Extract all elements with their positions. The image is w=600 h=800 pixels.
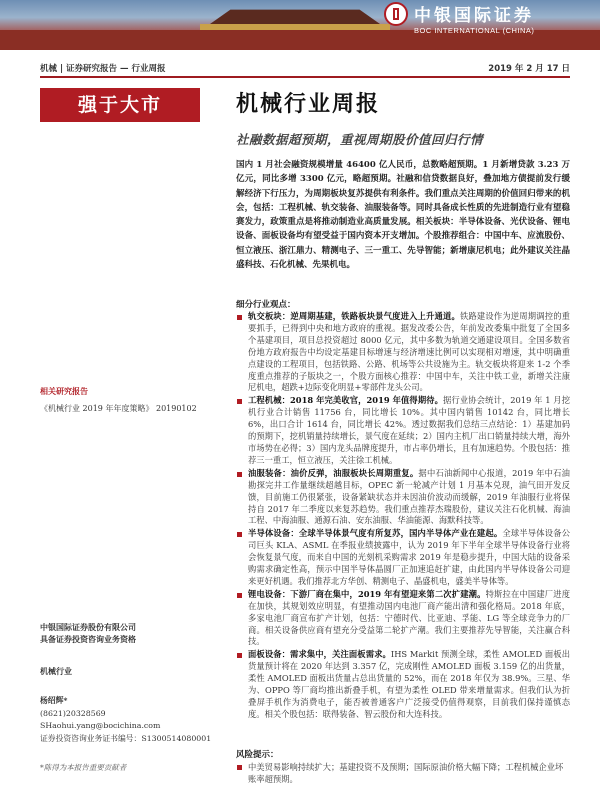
rating-badge: 强于大市 bbox=[40, 88, 200, 122]
list-item bbox=[236, 468, 570, 528]
bullet-heading: 面板设备：需求集中，关注面板需求。 bbox=[248, 649, 391, 660]
analyst-phone: (8621)20328569 bbox=[40, 708, 106, 718]
header-banner bbox=[0, 0, 600, 50]
report-subtitle: 社融数据超预期，重视周期股价值回归行情 bbox=[236, 132, 484, 147]
company-license: 具备证券投资咨询业务资格 bbox=[40, 634, 136, 644]
bullet-heading: 工程机械：2018 年完美收官，2019 年值得期待。 bbox=[248, 395, 444, 406]
bullet-square-icon bbox=[237, 653, 242, 658]
analyst-email[interactable]: SHaohui.yang@bocichina.com bbox=[40, 721, 161, 730]
analyst-cert: 证券投资咨询业务证书编号：S1300514080001 bbox=[40, 733, 212, 743]
bullet-square-icon bbox=[237, 399, 242, 404]
risk-item bbox=[236, 761, 570, 785]
brand-name-en: BOC INTERNATIONAL (CHINA) bbox=[414, 26, 535, 35]
analyst-contact bbox=[40, 695, 220, 745]
bullet-list bbox=[236, 311, 570, 722]
bullet-square-icon bbox=[237, 765, 242, 770]
bullet-body: 铁路建设作为逆周期调控的重要抓手，已得到中央和地方政府的重视。据发改委公告，年前发改委集中批复了全国多个基建项目，项目总投资超过 8000 亿元，其中多数为轨道交通建设项目。全国多数省份地方政府报告中均设定基建目标增速与经济增速比例可以实现相对增速，其中明确重点建设的工程项目，包括铁路、公路、机场等公共设施为主。轨交板块将迎来 1-2 个季度重点推荐的子版块之一，个股方面核心推荐：中国中车，关注中铁工业，新增关注康尼机电，超跌+边际变化明显+零部件龙头公司。 bbox=[248, 311, 570, 393]
bullet-heading: 锂电设备：下游厂商在集中，2019 年有望迎来第二次扩建潮。 bbox=[248, 588, 486, 599]
list-item bbox=[236, 649, 570, 720]
bullet-square-icon bbox=[237, 593, 242, 598]
related-reports-label: 相关研究报告 bbox=[40, 387, 88, 396]
brand-name-cn: 中银国际证券 bbox=[414, 6, 534, 26]
bullet-square-icon bbox=[237, 315, 242, 320]
contributor-note: *陈得为本报告重要贡献者 bbox=[40, 763, 127, 772]
bullet-body: IHS Markit 预测全球，柔性 AMOLED 面板出货量预计将在 2020 年达到 3.357 亿，完成刚性 AMOLED 面板 3.159 亿的出货量，柔性 AMOLED 面板出货量占总出货量的 52%，而在 2018 年仅为 38.9%。三星、华为、OPPO 等厂商均推出新叠手机，有望为柔性 OLED 带来增量需求。但我们认为折叠屏手机作为消费电子，能否被普通客户广泛接受仍值得观察，目前我们保持谨慎态度。相关个股包括：联得装备、智云股份和大连科技。 bbox=[248, 649, 570, 719]
list-item bbox=[236, 589, 570, 649]
bullet-heading: 半导体设备：全球半导体景气度有所复苏，国内半导体产业在建起。 bbox=[248, 528, 503, 539]
palace-roof-graphic bbox=[210, 6, 380, 24]
bullet-body: 据行业协会统计，2019 年 1 月挖机行业合计销售 11756 台，同比增长 10%。其中国内销售 10142 台，同比增长 6%，出口合计 1614 台，同比增长 42%。透过数据我们总结三点结论：1）基建加码的预期下，挖机销量持续增长，景气度在延续；2）国内主机厂出口销量持续大增，海外市场势在必得；3）国内龙头品牌度提升，市占率仍增长，且有加速趋势。个股包括：推荐三一重工，恒立液压，关注徐工机械。 bbox=[248, 395, 571, 465]
section-title: 细分行业观点： bbox=[236, 300, 296, 310]
bullet-heading: 轨交板块：逆周期基建，铁路板块景气度进入上升通道。 bbox=[248, 311, 460, 321]
bullet-square-icon bbox=[237, 532, 242, 537]
bullet-heading: 油服装备：油价反弹，油服板块长周期重复。 bbox=[248, 467, 419, 478]
list-item bbox=[236, 395, 570, 466]
company-info bbox=[40, 621, 220, 645]
bullet-body: 据中石油新闻中心报道，2019 年中石油勘探完井工作量继续超越目标，OPEC 新一轮减产计划 1 月基本兑现，油气田开发反馈，目前施工仍很紧张，设备紧缺状态并未因油价波动而缓解，2019 年油服行业将保持自 2017 年二季度以来复苏趋势。我们重点推荐杰瑞股份，建议关注石化机械、海油工程、中海油服、通源石油、安东油服、华油能源、海默科技等。 bbox=[248, 467, 570, 526]
list-item bbox=[236, 528, 570, 588]
company-name: 中银国际证券股份有限公司 bbox=[40, 622, 136, 632]
boc-logo-icon bbox=[384, 2, 408, 26]
bullet-body: 全球半导体设备公司巨头 KLA、ASML 在季报业绩披露中，认为 2019 年下半年全球半导体设备行业将会恢复景气度，而来自中国的光刻机采购需求 2019 年是稳步提升，中国大陆的设备采购需求确定性高，预示中国半导体晶圆厂正加速追赶扩建，由此国内半导体设备公司迎来更好机遇。我们推荐北方华创、精测电子、晶盛机电，盛美半导体等。 bbox=[248, 528, 570, 586]
report-topline bbox=[40, 62, 570, 74]
bullet-square-icon bbox=[237, 472, 242, 477]
report-category: 机械 | 证券研究报告 — 行业周报 bbox=[40, 64, 166, 74]
analyst-name: 杨绍辉* bbox=[40, 696, 68, 705]
risk-title: 风险提示： bbox=[236, 750, 279, 760]
team-name: 机械行业 bbox=[40, 666, 72, 676]
header-divider bbox=[40, 76, 570, 78]
related-report-link[interactable]: 《机械行业 2019 年年度策略》 20190102 bbox=[40, 404, 197, 413]
risk-text: 中美贸易影响持续扩大；基建投资不及预期；国际原油价格大幅下降；工程机械企业坏账率超预期。 bbox=[248, 762, 564, 784]
report-date: 2019 年 2 月 17 日 bbox=[488, 64, 570, 74]
summary-paragraph: 国内 1 月社会融资规模增量 46400 亿人民币，总数略超预期。1 月新增贷款 3.23 万亿元，同比多增 3300 亿元，略超预期。社融和信贷数据良好，叠加地方债提前发行缓解经济下行压力，为周期板块复苏提供有利条件。我们重点关注周期的价值回归带来的机会，包括：工程机械、轨交装备、油服装备等。同时具备成长性质的先进制造行业有望稳赛发力，政策重点是将推动制造业高质量发展。相关板块：半导体设备、光伏设备、锂电设备、面板设备均有望受益于国内资本开支增加。个股推荐组合：中国中车、应流股份、恒立液压、浙江鼎力、精测电子、三一重工、先导智能；新增康尼机电；此外建议关注晶盛科技、石化机械、先果机电。 bbox=[236, 160, 570, 271]
bullet-body: 特斯拉在中国建厂进度在加快，其规划效应明显，有望推动国内电池厂商产能出清和强化格局。2018 年底，多家电池厂商宣布扩产计划，包括：宁德时代、比亚迪、孚能、LG 等全球竞争力的厂商。相关设备供应商有望充分受益第二轮扩产潮。我们主要推荐先导智能，关注赢合科技。 bbox=[248, 588, 570, 647]
list-item bbox=[236, 311, 570, 394]
report-title: 机械行业周报 bbox=[236, 92, 381, 117]
